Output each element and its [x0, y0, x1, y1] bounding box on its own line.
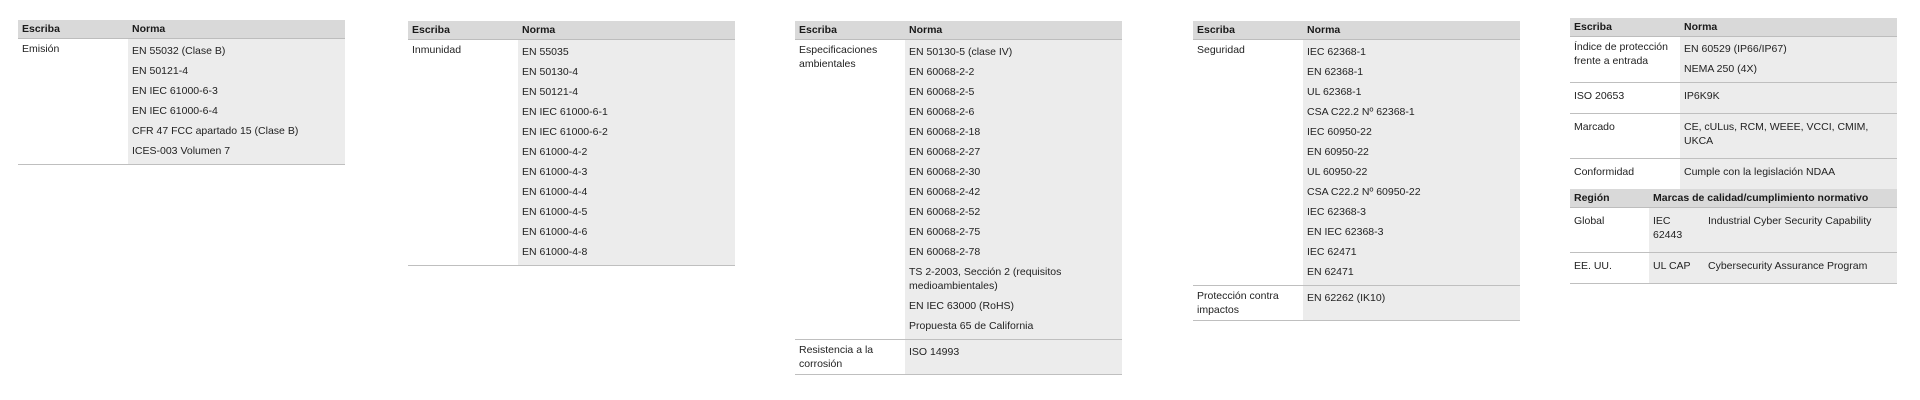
- standard-item: UL 62368-1: [1307, 86, 1362, 98]
- standard-item: IEC 62368-1: [1307, 46, 1366, 58]
- table-row: [795, 340, 1122, 375]
- table-row: [795, 40, 1122, 340]
- standard-item: EN 60950-22: [1307, 146, 1369, 158]
- standard-item: EN 50130-4: [522, 66, 579, 78]
- standard-item: NEMA 250 (4X): [1684, 63, 1757, 75]
- row-label: Emisión: [18, 39, 128, 165]
- standard-item: EN 60068-2-52: [909, 206, 981, 218]
- mark-code-cell: IEC 62443: [1649, 208, 1704, 253]
- standard-item: EN 60068-2-6: [909, 106, 975, 118]
- standard-item: EN 62368-1: [1307, 66, 1364, 78]
- type-header: Escriba: [1570, 18, 1680, 37]
- standard-item: IEC 60950-22: [1307, 126, 1372, 138]
- standards-cell: [128, 39, 345, 165]
- standard-header: Norma: [518, 21, 735, 40]
- standard-item: EN 60068-2-27: [909, 146, 981, 158]
- table-row: [1570, 114, 1897, 159]
- region-cell: EE. UU.: [1570, 253, 1649, 284]
- quality-marks-header: Marcas de calidad/cumplimiento normativo: [1649, 189, 1897, 208]
- row-label: Marcado: [1570, 114, 1680, 159]
- standard-item: EN 60068-2-75: [909, 226, 981, 238]
- standard-item: EN 61000-4-3: [522, 166, 588, 178]
- row-label: Índice de protección frente a entrada: [1570, 37, 1680, 83]
- standard-item: EN 50130-5 (clase IV): [909, 46, 1013, 58]
- table-row: [408, 40, 735, 266]
- standards-cell: [905, 40, 1122, 340]
- standard-item: Cumple con la legislación NDAA: [1684, 166, 1836, 178]
- standard-item: Propuesta 65 de California: [909, 320, 1034, 332]
- standard-item: ICES-003 Volumen 7: [132, 145, 231, 157]
- header-row: [408, 21, 735, 40]
- standard-item: EN 60068-2-18: [909, 126, 981, 138]
- type-header: Escriba: [795, 21, 905, 40]
- standard-item: EN 61000-4-4: [522, 186, 588, 198]
- standard-item: EN 60068-2-78: [909, 246, 981, 258]
- standard-item: IEC 62368-3: [1307, 206, 1366, 218]
- standard-item: EN 61000-4-5: [522, 206, 588, 218]
- row-label: Especificaciones ambientales: [795, 40, 905, 340]
- table-row: [1570, 208, 1897, 253]
- region-header: Región: [1570, 189, 1649, 208]
- protection-table: [1570, 18, 1897, 190]
- standards-cell: [1680, 37, 1897, 83]
- compliance-marks-table: [1570, 189, 1897, 284]
- table-row: [1570, 83, 1897, 114]
- row-label: Seguridad: [1193, 40, 1303, 286]
- standard-item: EN 60068-2-30: [909, 166, 981, 178]
- standard-item: EN IEC 62368-3: [1307, 226, 1384, 238]
- standard-item: EN 61000-4-8: [522, 246, 588, 258]
- row-label: ISO 20653: [1570, 83, 1680, 114]
- emission-table: [18, 20, 345, 165]
- standard-header: Norma: [128, 20, 345, 39]
- standard-item: EN IEC 61000-6-2: [522, 126, 608, 138]
- table-row: [1193, 40, 1520, 286]
- standard-item: EN 50121-4: [132, 65, 189, 77]
- table-row: [1570, 37, 1897, 83]
- standard-item: EN 62262 (IK10): [1307, 292, 1386, 304]
- standard-item: CFR 47 FCC apartado 15 (Clase B): [132, 125, 299, 137]
- standards-cell: [905, 340, 1122, 375]
- table-row: [1570, 253, 1897, 284]
- standard-item: IP6K9K: [1684, 90, 1720, 102]
- type-header: Escriba: [18, 20, 128, 39]
- standard-item: EN 62471: [1307, 266, 1354, 278]
- immunity-table: [408, 21, 735, 266]
- standard-item: CSA C22.2 Nº 60950-22: [1307, 186, 1421, 198]
- standard-item: ISO 14993: [909, 346, 960, 358]
- row-label: Protección contra impactos: [1193, 286, 1303, 321]
- standard-item: CSA C22.2 Nº 62368-1: [1307, 106, 1415, 118]
- standard-item: EN 60068-2-2: [909, 66, 975, 78]
- standard-item: EN 60068-2-42: [909, 186, 981, 198]
- row-label: Conformidad: [1570, 159, 1680, 190]
- row-label: Resistencia a la corrosión: [795, 340, 905, 375]
- standard-item: TS 2-2003, Sección 2 (requisitos medioambientales): [909, 266, 1062, 292]
- standard-header: Norma: [1303, 21, 1520, 40]
- standard-item: EN 61000-4-2: [522, 146, 588, 158]
- mark-description-cell: Industrial Cyber Security Capability: [1704, 208, 1897, 253]
- environmental-table: [795, 21, 1122, 375]
- mark-description-cell: Cybersecurity Assurance Program: [1704, 253, 1897, 284]
- table-row: [1570, 159, 1897, 190]
- safety-table: [1193, 21, 1520, 321]
- type-header: Escriba: [1193, 21, 1303, 40]
- standard-item: EN 61000-4-6: [522, 226, 588, 238]
- standard-item: CE, cULus, RCM, WEEE, VCCI, CMIM, UKCA: [1684, 121, 1869, 147]
- header-row: [1570, 189, 1897, 208]
- standards-cell: [1303, 286, 1520, 321]
- standard-item: EN IEC 61000-6-4: [132, 105, 218, 117]
- standard-item: UL 60950-22: [1307, 166, 1368, 178]
- type-header: Escriba: [408, 21, 518, 40]
- standard-item: EN 50121-4: [522, 86, 579, 98]
- standard-item: EN IEC 61000-6-3: [132, 85, 218, 97]
- standards-cell: [1680, 159, 1897, 190]
- standard-item: EN 60529 (IP66/IP67): [1684, 43, 1787, 55]
- standards-cell: [1303, 40, 1520, 286]
- header-row: [1570, 18, 1897, 37]
- table-row: [1193, 286, 1520, 321]
- table-row: [18, 39, 345, 165]
- header-row: [795, 21, 1122, 40]
- standard-header: Norma: [1680, 18, 1897, 37]
- standards-cell: [1680, 114, 1897, 159]
- standard-header: Norma: [905, 21, 1122, 40]
- header-row: [1193, 21, 1520, 40]
- header-row: [18, 20, 345, 39]
- standard-item: EN IEC 61000-6-1: [522, 106, 608, 118]
- standards-cell: [1680, 83, 1897, 114]
- mark-code-cell: UL CAP: [1649, 253, 1704, 284]
- standard-item: EN 55035: [522, 46, 569, 58]
- standard-item: EN 60068-2-5: [909, 86, 975, 98]
- standards-cell: [518, 40, 735, 266]
- standard-item: EN 55032 (Clase B): [132, 45, 226, 57]
- standard-item: EN IEC 63000 (RoHS): [909, 300, 1015, 312]
- standard-item: IEC 62471: [1307, 246, 1357, 258]
- region-cell: Global: [1570, 208, 1649, 253]
- row-label: Inmunidad: [408, 40, 518, 266]
